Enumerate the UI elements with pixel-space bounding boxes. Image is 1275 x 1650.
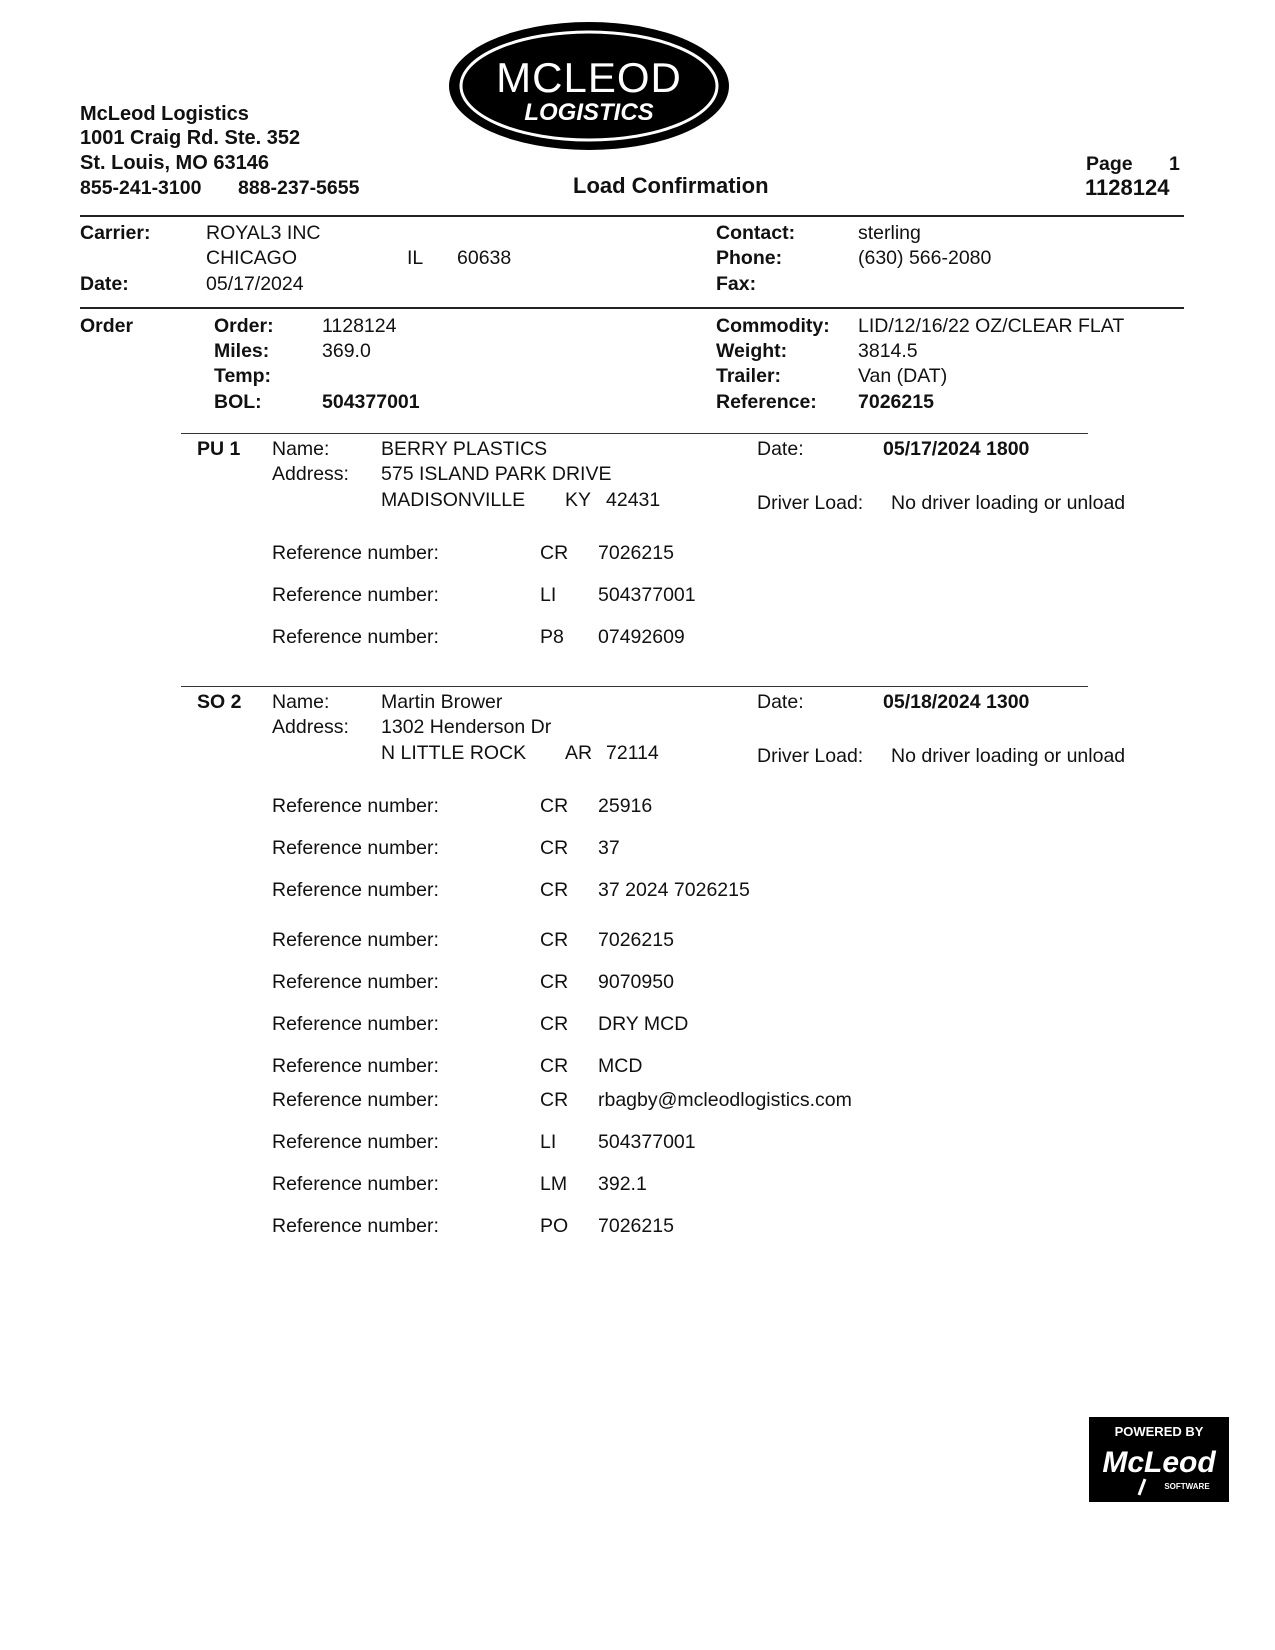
- contact-label: Contact:: [716, 222, 796, 244]
- header-order-number: 1128124: [1085, 175, 1170, 200]
- stop-2-ref-label: Reference number:: [272, 929, 439, 951]
- carrier-label: Carrier:: [80, 222, 151, 244]
- logo-line1: MCLEOD: [496, 54, 682, 101]
- bol-label: BOL:: [214, 391, 262, 413]
- stop-2-date: 05/18/2024 1300: [883, 691, 1030, 713]
- company-phone-1: 855-241-3100: [80, 177, 202, 199]
- stop-2-name: Martin Brower: [381, 691, 503, 713]
- company-name: McLeod Logistics: [80, 103, 249, 125]
- stop-2-ref-value: 7026215: [598, 929, 674, 951]
- stop-2-ref-label: Reference number:: [272, 1055, 439, 1077]
- company-address-line1: 1001 Craig Rd. Ste. 352: [80, 127, 301, 149]
- phone-value: (630) 566-2080: [858, 247, 992, 269]
- stop-1-zip: 42431: [606, 489, 661, 511]
- stop-2-ref-type: CR: [540, 1089, 569, 1111]
- stop-2-ref-value: 504377001: [598, 1131, 696, 1153]
- stop-1-ref-value: 7026215: [598, 542, 674, 564]
- company-phone-2: 888-237-5655: [238, 177, 360, 199]
- stop-2-divider: [181, 686, 1088, 687]
- badge-line3: SOFTWARE: [1164, 1482, 1210, 1491]
- stop-1-ref-label: Reference number:: [272, 626, 439, 648]
- powered-by-mcleod-badge: [1089, 1417, 1229, 1502]
- miles-label: Miles:: [214, 340, 270, 362]
- stop-2-zip: 72114: [606, 742, 659, 764]
- carrier-city: CHICAGO: [206, 247, 298, 269]
- trailer-label: Trailer:: [716, 365, 782, 387]
- carrier-date: 05/17/2024: [206, 273, 304, 295]
- weight-value: 3814.5: [858, 340, 918, 362]
- stop-2-ref-type: CR: [540, 837, 569, 859]
- stop-1-address-label: Address:: [272, 463, 349, 485]
- stop-2-address-label: Address:: [272, 716, 349, 738]
- carrier-date-label: Date:: [80, 273, 129, 295]
- stop-2-ref-label: Reference number:: [272, 795, 439, 817]
- stop-1-ref-label: Reference number:: [272, 542, 439, 564]
- carrier-state: IL: [407, 247, 424, 269]
- stop-2-ref-type: CR: [540, 971, 569, 993]
- stop-2-ref-type: CR: [540, 1013, 569, 1035]
- stop-1-ref-value: 504377001: [598, 584, 696, 606]
- stop-2-state: AR: [565, 742, 593, 764]
- stop-2-ref-value: 392.1: [598, 1173, 647, 1195]
- stop-2-ref-label: Reference number:: [272, 1131, 439, 1153]
- order-label: Order:: [214, 315, 274, 337]
- stop-2-ref-label: Reference number:: [272, 1173, 439, 1195]
- badge-line1: POWERED BY: [1114, 1424, 1204, 1439]
- contact-value: sterling: [858, 222, 921, 244]
- reference-value: 7026215: [858, 391, 934, 413]
- weight-label: Weight:: [716, 340, 788, 362]
- stop-2-ref-label: Reference number:: [272, 971, 439, 993]
- stop-2-ref-value: DRY MCD: [598, 1013, 689, 1035]
- stop-2-driver-load-label: Driver Load:: [757, 745, 864, 767]
- stop-2-ref-type: LM: [540, 1173, 568, 1195]
- stop-2-ref-type: CR: [540, 795, 569, 817]
- reference-label: Reference:: [716, 391, 817, 413]
- stop-2-ref-value: 37 2024 7026215: [598, 879, 750, 901]
- stop-2-ref-value: 25916: [598, 795, 653, 817]
- stop-2-ref-type: CR: [540, 879, 569, 901]
- temp-label: Temp:: [214, 365, 272, 387]
- page-label: Page: [1086, 153, 1133, 175]
- stop-2-ref-value: 9070950: [598, 971, 674, 993]
- company-address-line2: St. Louis, MO 63146: [80, 152, 269, 174]
- stop-2-ref-label: Reference number:: [272, 837, 439, 859]
- stop-2-address: 1302 Henderson Dr: [381, 716, 552, 738]
- stop-2-ref-type: CR: [540, 929, 569, 951]
- stop-2-ref-label: Reference number:: [272, 1215, 439, 1237]
- stop-2-code: SO 2: [197, 691, 242, 713]
- phone-label: Phone:: [716, 247, 783, 269]
- stop-2-ref-label: Reference number:: [272, 879, 439, 901]
- stop-2-ref-type: CR: [540, 1055, 569, 1077]
- bol-value: 504377001: [322, 391, 420, 413]
- stop-1-city: MADISONVILLE: [381, 489, 526, 511]
- stop-1-ref-type: LI: [540, 584, 557, 606]
- stop-1-driver-load-label: Driver Load:: [757, 492, 864, 514]
- stop-2-ref-label: Reference number:: [272, 1089, 439, 1111]
- stop-1-ref-type: CR: [540, 542, 569, 564]
- stop-1-name: BERRY PLASTICS: [381, 438, 548, 460]
- stop-2-ref-value: 7026215: [598, 1215, 674, 1237]
- stop-2-ref-type: LI: [540, 1131, 557, 1153]
- mcleod-logistics-logo: [447, 20, 731, 152]
- stop-2-ref-value: 37: [598, 837, 620, 859]
- miles-value: 369.0: [322, 340, 371, 362]
- stop-1-code: PU 1: [197, 438, 241, 460]
- stop-2-date-label: Date:: [757, 691, 804, 713]
- stop-2-name-label: Name:: [272, 691, 330, 713]
- stop-2-city: N LITTLE ROCK: [381, 742, 527, 764]
- stop-1-ref-type: P8: [540, 626, 564, 648]
- logo-line2: LOGISTICS: [524, 99, 654, 126]
- stop-1-name-label: Name:: [272, 438, 330, 460]
- stop-2-ref-value: rbagby@mcleodlogistics.com: [598, 1089, 852, 1111]
- stop-2-driver-load: No driver loading or unload: [891, 745, 1126, 767]
- trailer-value: Van (DAT): [858, 365, 948, 387]
- stop-1-driver-load: No driver loading or unload: [891, 492, 1126, 514]
- header-divider: [80, 215, 1184, 217]
- stop-1-date-label: Date:: [757, 438, 804, 460]
- stop-2-ref-value: MCD: [598, 1055, 643, 1077]
- order-section-label: Order: [80, 315, 134, 337]
- page-number: 1: [1169, 153, 1180, 175]
- stop-2-ref-label: Reference number:: [272, 1013, 439, 1035]
- commodity-value: LID/12/16/22 OZ/CLEAR FLAT: [858, 315, 1125, 337]
- stop-1-state: KY: [565, 489, 592, 511]
- carrier-name: ROYAL3 INC: [206, 222, 321, 244]
- badge-line2: McLeod: [1102, 1446, 1216, 1479]
- fax-label: Fax:: [716, 273, 757, 295]
- document-title: Load Confirmation: [573, 173, 769, 198]
- stop-2-ref-type: PO: [540, 1215, 569, 1237]
- stop-1-divider: [181, 433, 1088, 434]
- stop-1-ref-label: Reference number:: [272, 584, 439, 606]
- carrier-zip: 60638: [457, 247, 512, 269]
- commodity-label: Commodity:: [716, 315, 830, 337]
- stop-1-date: 05/17/2024 1800: [883, 438, 1030, 460]
- stop-1-ref-value: 07492609: [598, 626, 685, 648]
- stop-1-address: 575 ISLAND PARK DRIVE: [381, 463, 612, 485]
- order-value: 1128124: [322, 315, 397, 337]
- carrier-divider: [80, 307, 1184, 309]
